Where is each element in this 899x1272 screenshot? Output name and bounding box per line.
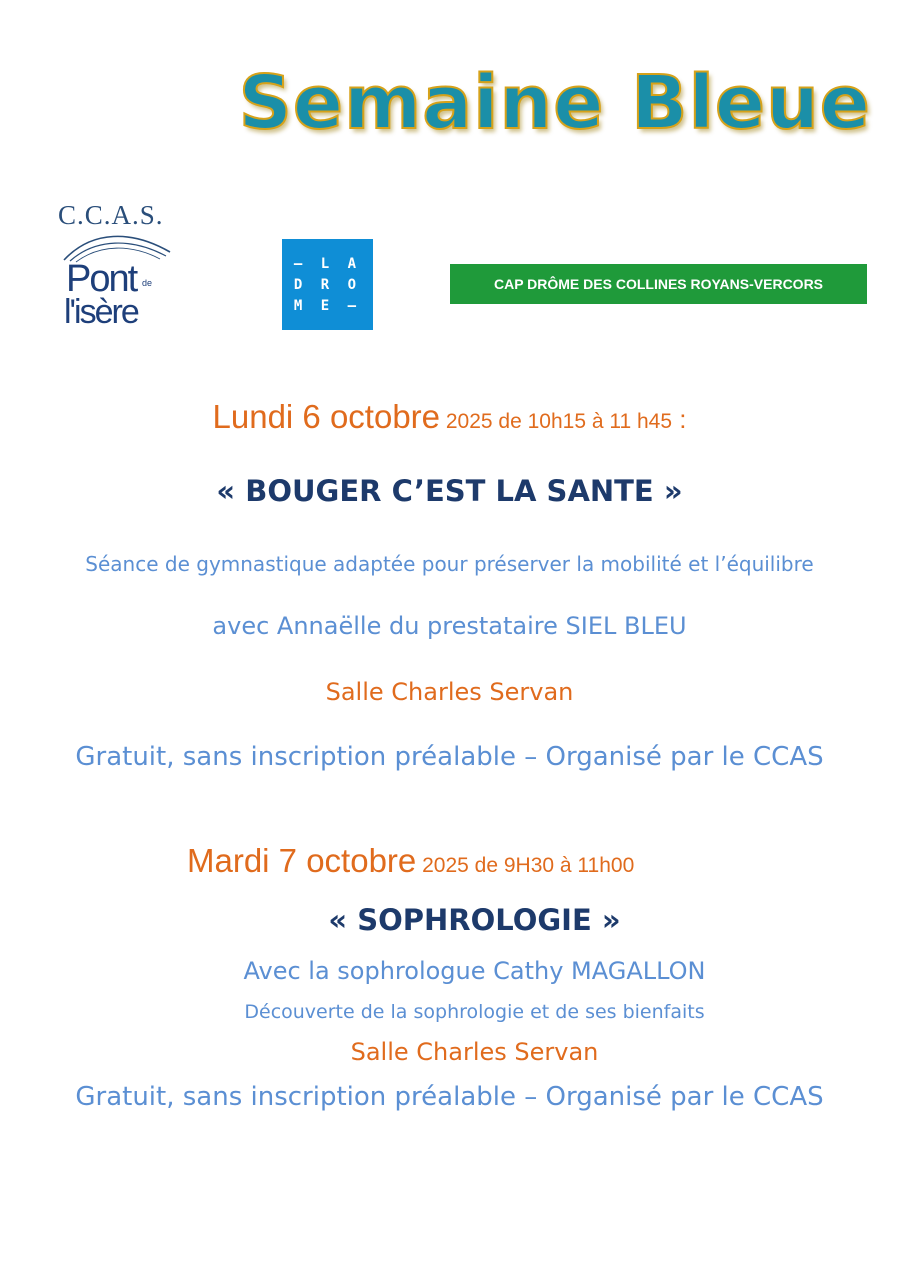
event2-day: Mardi 7 octobre: [187, 842, 417, 879]
drome-row-1: – L A: [293, 256, 362, 272]
event2-title: « SOPHROLOGIE »: [328, 903, 621, 937]
event1-info: Gratuit, sans inscription préalable – Organisé par le CCAS: [75, 742, 824, 772]
event1-description: Séance de gymnastique adaptée pour préserver la mobilité et l’équilibre: [85, 552, 814, 576]
event1-title: « BOUGER C’EST LA SANTE »: [216, 474, 683, 508]
event2-info: Gratuit, sans inscription préalable – Organisé par le CCAS: [75, 1082, 824, 1112]
event1-colon: :: [672, 404, 687, 434]
event2-with: Avec la sophrologue Cathy MAGALLON: [243, 957, 706, 985]
ccas-pont-de-isere-logo: [52, 200, 182, 340]
de-label: de: [142, 278, 153, 288]
event1-place: Salle Charles Servan: [325, 678, 574, 706]
pont-label: Pont: [66, 258, 137, 300]
event1-time: 2025 de 10h15 à 11 h45: [440, 410, 673, 433]
event2-time: 2025 de 9H30 à 11h00: [416, 854, 635, 877]
event1-day: Lundi 6 octobre: [212, 398, 441, 435]
event2-place: Salle Charles Servan: [350, 1038, 599, 1066]
cap-drome-logo: CAP DRÔME DES COLLINES ROYANS-VERCORS: [450, 264, 867, 304]
event1-date-line: [0, 398, 899, 436]
page-title: Semaine Bleue: [238, 60, 871, 146]
event2-date-line: [0, 842, 899, 880]
event1-with: avec Annaëlle du prestataire SIEL BLEU: [212, 612, 687, 640]
drome-row-3: M E –: [293, 298, 362, 314]
event2-description: Découverte de la sophrologie et de ses bienfaits: [244, 1001, 705, 1023]
ccas-label: C.C.A.S.: [58, 200, 164, 230]
isere-label: l'isère: [64, 293, 138, 331]
la-drome-logo: [282, 239, 373, 330]
drome-row-2: D R O: [293, 277, 362, 293]
